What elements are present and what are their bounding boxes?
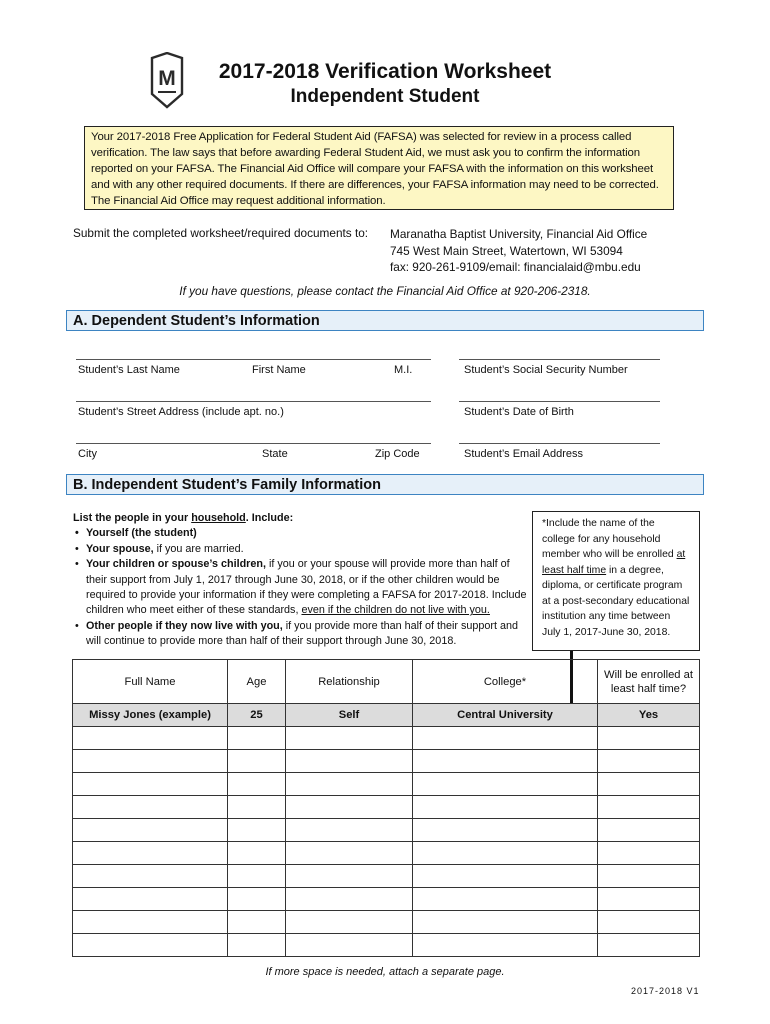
col-header-relationship: Relationship [286,660,413,704]
table-cell[interactable] [413,842,598,865]
address-line: Maranatha Baptist University, Financial Aid Office [390,227,648,241]
more-space-note: If more space is needed, attach a separate page. [265,966,505,978]
city-label: City [78,448,97,460]
table-cell[interactable] [413,865,598,888]
table-cell[interactable] [598,819,700,842]
table-row [73,865,700,888]
table-cell[interactable] [598,842,700,865]
notice-line: and with any other required documents. If there are differences, your FAFSA information may need to be corrected. [91,179,659,191]
table-cell[interactable] [286,888,413,911]
verification-notice [84,126,674,210]
ssn-field-line[interactable] [459,359,660,360]
table-cell[interactable] [413,911,598,934]
col-header-full-name: Full Name [73,660,228,704]
table-row [73,773,700,796]
name-field-line[interactable] [76,359,431,360]
submit-label: Submit the completed worksheet/required documents to: [73,226,369,240]
table-cell[interactable] [598,727,700,750]
dob-field-line[interactable] [459,401,660,402]
page-title: 2017-2018 Verification Worksheet [218,60,552,83]
table-cell[interactable] [228,727,286,750]
table-row [73,842,700,865]
table-row [73,727,700,750]
city-field-line[interactable] [76,443,431,444]
logo-letter: M [158,67,176,90]
example-half-time: Yes [598,704,700,727]
table-cell[interactable] [73,842,228,865]
table-cell[interactable] [286,773,413,796]
notice-line: Your 2017-2018 Free Application for Federal Student Aid (FAFSA) was selected for review in a process called [91,131,632,143]
table-cell[interactable] [228,819,286,842]
table-cell[interactable] [413,727,598,750]
col-header-age: Age [228,660,286,704]
table-cell[interactable] [228,865,286,888]
table-cell[interactable] [598,773,700,796]
table-cell[interactable] [286,819,413,842]
table-cell[interactable] [228,911,286,934]
address-line: 745 West Main Street, Watertown, WI 53094 [390,243,623,258]
table-cell[interactable] [73,865,228,888]
table-cell[interactable] [228,773,286,796]
list-item: • Other people if they now live with you, if you provide more than half of their support and will continue to provide more than half of their support through June 30, 2018. [86,619,528,650]
table-cell[interactable] [73,888,228,911]
table-cell[interactable] [73,727,228,750]
section-b-header: B. Independent Student’s Family Information [66,474,704,495]
table-cell[interactable] [598,888,700,911]
col-header-half-time: Will be enrolled at least half time? [598,660,700,704]
table-cell[interactable] [73,750,228,773]
table-row [73,888,700,911]
household-term: household [191,512,246,524]
street-field-line[interactable] [76,401,431,402]
table-cell[interactable] [413,796,598,819]
household-intro: List the people in your household. Include: [73,512,294,524]
table-row [73,796,700,819]
example-college: Central University [413,704,598,727]
mi-label: M.I. [394,364,413,376]
table-cell[interactable] [598,911,700,934]
table-cell[interactable] [286,865,413,888]
table-cell[interactable] [73,819,228,842]
table-cell[interactable] [228,934,286,957]
household-instructions [73,511,528,650]
table-cell[interactable] [228,796,286,819]
table-cell[interactable] [228,842,286,865]
table-cell[interactable] [286,842,413,865]
table-cell[interactable] [228,888,286,911]
table-row [73,819,700,842]
table-cell[interactable] [228,750,286,773]
list-item: • Your children or spouse’s children, if you or your spouse will provide more than half of their support from July 1, 2017 through June 30, 2018, or if the other children would be required to provide your information if they were completing a FAFSA for 2017-2018. Include children who meet either of these standards, even if the children do not live with you. [86,557,528,619]
example-relationship: Self [286,704,413,727]
version-label: 2017-2018 V1 [631,986,700,996]
notice-line: verification. The law says that before awarding Federal Student Aid, we must ask you to confirm the information [91,147,641,159]
email-label: Student’s Email Address [464,448,584,460]
notice-line: The Financial Aid Office may request additional information. [91,195,386,207]
college-note: *Include the name of the college for any household member who will be enrolled at least half time in a degree, diploma, or certificate program at a post-secondary educational institution any time between July 1, 2017-June 30, 2018. [532,511,700,651]
ssn-label: Student’s Social Security Number [464,364,628,376]
list-item: • Yourself (the student) [86,526,528,541]
section-a-header: A. Dependent Student’s Information [66,310,704,331]
questions-note: If you have questions, please contact the Financial Aid Office at 920-206-2318. [179,284,591,298]
list-item: • Your spouse, if you are married. [86,542,528,557]
table-cell[interactable] [286,750,413,773]
table-cell[interactable] [73,773,228,796]
email-field-line[interactable] [459,443,660,444]
notice-line: reported on your FAFSA. The Financial Aid Office will compare your FAFSA with the information on this worksheet [91,163,654,175]
table-cell[interactable] [286,796,413,819]
table-cell[interactable] [413,773,598,796]
table-cell[interactable] [286,727,413,750]
table-cell[interactable] [598,796,700,819]
first-name-label: First Name [252,364,306,376]
table-row [73,750,700,773]
page-subtitle: Independent Student [290,86,480,107]
table-row [73,911,700,934]
example-age: 25 [228,704,286,727]
table-cell[interactable] [413,888,598,911]
table-cell[interactable] [286,934,413,957]
table-cell[interactable] [73,934,228,957]
zip-label: Zip Code [375,448,420,460]
table-cell[interactable] [598,865,700,888]
table-cell[interactable] [286,911,413,934]
office-address [390,226,647,276]
table-cell[interactable] [73,911,228,934]
address-line: fax: 920-261-9109/email: financialaid@mbu.edu [390,260,641,274]
table-row [73,934,700,957]
table-cell[interactable] [73,796,228,819]
table-cell[interactable] [413,750,598,773]
dob-label: Student’s Date of Birth [464,406,574,418]
example-row [73,704,700,727]
example-name: Missy Jones (example) [73,704,228,727]
household-table [72,659,700,957]
street-label: Student’s Street Address (include apt. no.) [78,406,284,418]
state-label: State [262,448,288,460]
table-cell[interactable] [598,934,700,957]
table-cell[interactable] [413,934,598,957]
table-cell[interactable] [413,819,598,842]
table-cell[interactable] [598,750,700,773]
last-name-label: Student’s Last Name [78,364,180,376]
col-header-college: College* [413,660,598,704]
